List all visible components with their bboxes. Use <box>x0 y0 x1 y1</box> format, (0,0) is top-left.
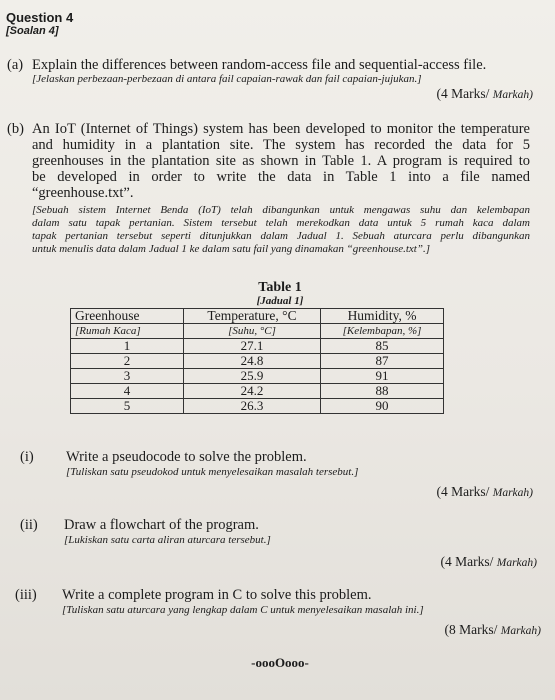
cell-humidity: 90 <box>321 399 444 414</box>
cell-greenhouse: 1 <box>71 339 184 354</box>
question-heading: Question 4 <box>6 10 74 25</box>
part-b-line: be developed in order to write the data in Table 1 into a file named <box>32 169 530 185</box>
part-b-ms-line: dalam satu tapak pertanian. Sistem tersebut telah merekodkan data untuk 5 rumah kaca dalam <box>32 217 530 229</box>
cell-temperature: 24.2 <box>184 384 321 399</box>
part-b-line: “greenhouse.txt”. <box>32 185 134 201</box>
part-a-marks <box>437 86 534 102</box>
cell-greenhouse: 2 <box>71 354 184 369</box>
header-humidity: Humidity, % <box>321 309 444 324</box>
part-b-text <box>32 121 530 201</box>
cell-greenhouse: 4 <box>71 384 184 399</box>
part-b-ms-line: untuk menulis data dalam Jadual 1 ke dalam satu fail yang dinamakan “greenhouse.txt”.] <box>32 243 430 255</box>
subpart-iii-marks <box>445 622 542 638</box>
subpart-i-text: Write a pseudocode to solve the problem. <box>66 449 307 465</box>
marks-en: (8 Marks/ <box>444 622 498 637</box>
cell-temperature: 25.9 <box>184 369 321 384</box>
header-greenhouse-ms: [Rumah Kaca] <box>71 324 184 339</box>
cell-humidity: 85 <box>321 339 444 354</box>
marks-ms: Markah) <box>492 89 533 101</box>
cell-humidity: 91 <box>321 369 444 384</box>
subpart-ii-text-ms: [Lukiskan satu carta aliran aturcara tersebut.] <box>64 534 271 546</box>
table-row <box>71 339 444 354</box>
cell-greenhouse: 3 <box>71 369 184 384</box>
subpart-i-text-ms: [Tuliskan satu pseudokod untuk menyelesaikan masalah tersebut.] <box>66 466 359 478</box>
table-row <box>71 354 444 369</box>
subpart-iii-label: (iii) <box>15 587 37 603</box>
part-b-line: An IoT (Internet of Things) system has been developed to monitor the temperature <box>32 121 530 137</box>
subpart-i-marks <box>437 484 534 500</box>
cell-temperature: 24.8 <box>184 354 321 369</box>
marks-en: (4 Marks/ <box>436 484 490 499</box>
header-humidity-ms: [Kelembapan, %] <box>321 324 444 339</box>
table-row <box>71 369 444 384</box>
subpart-ii-marks <box>441 554 538 570</box>
cell-humidity: 87 <box>321 354 444 369</box>
cell-greenhouse: 5 <box>71 399 184 414</box>
data-table <box>70 308 444 414</box>
marks-ms: Markah) <box>492 487 533 499</box>
marks-ms: Markah) <box>500 625 541 637</box>
header-greenhouse: Greenhouse <box>71 309 184 324</box>
header-temperature-ms: [Suhu, °C] <box>184 324 321 339</box>
subpart-i-label: (i) <box>20 449 34 465</box>
part-b-label: (b) <box>7 121 24 137</box>
marks-en: (4 Marks/ <box>436 86 490 101</box>
cell-temperature: 26.3 <box>184 399 321 414</box>
subpart-ii-label: (ii) <box>20 517 38 533</box>
header-temperature: Temperature, °C <box>184 309 321 324</box>
marks-en: (4 Marks/ <box>440 554 494 569</box>
subpart-iii-text: Write a complete program in C to solve this problem. <box>62 587 372 603</box>
part-a-label: (a) <box>7 57 24 73</box>
table-header-row-ms <box>71 324 444 339</box>
part-a-text: Explain the differences between random-access file and sequential-access file. <box>32 57 487 73</box>
question-heading-ms: [Soalan 4] <box>6 25 59 37</box>
end-of-question-mark: -oooOooo- <box>251 655 309 670</box>
part-b-line: greenhouses in the plantation site as shown in Table 1. A program is required to <box>32 153 530 169</box>
part-b-line: and humidity in a plantation site. The system has recorded the data for 5 <box>32 137 530 153</box>
table-row <box>71 399 444 414</box>
table-title: Table 1 <box>258 280 302 295</box>
subpart-iii-text-ms: [Tuliskan satu aturcara yang lengkap dalam C untuk menyelesaikan masalah ini.] <box>62 604 424 616</box>
part-b-text-ms <box>32 204 530 256</box>
part-b-ms-line: tapak pertanian tersebut seperti ditunjukkan dalam Jadual 1. Sebuah aturcara perlu dibangunkan <box>32 230 530 242</box>
table-row <box>71 384 444 399</box>
part-a-text-ms: [Jelaskan perbezaan-perbezaan di antara fail capaian-rawak dan fail capaian-jujukan.] <box>32 73 422 85</box>
part-b-ms-line: [Sebuah sistem Internet Benda (IoT) telah dibangunkan untuk mengawas suhu dan kelembapan <box>32 204 530 216</box>
table-title-ms: [Jadual 1] <box>256 295 304 307</box>
cell-temperature: 27.1 <box>184 339 321 354</box>
marks-ms: Markah) <box>496 557 537 569</box>
cell-humidity: 88 <box>321 384 444 399</box>
subpart-ii-text: Draw a flowchart of the program. <box>64 517 259 533</box>
table-header-row <box>71 309 444 324</box>
